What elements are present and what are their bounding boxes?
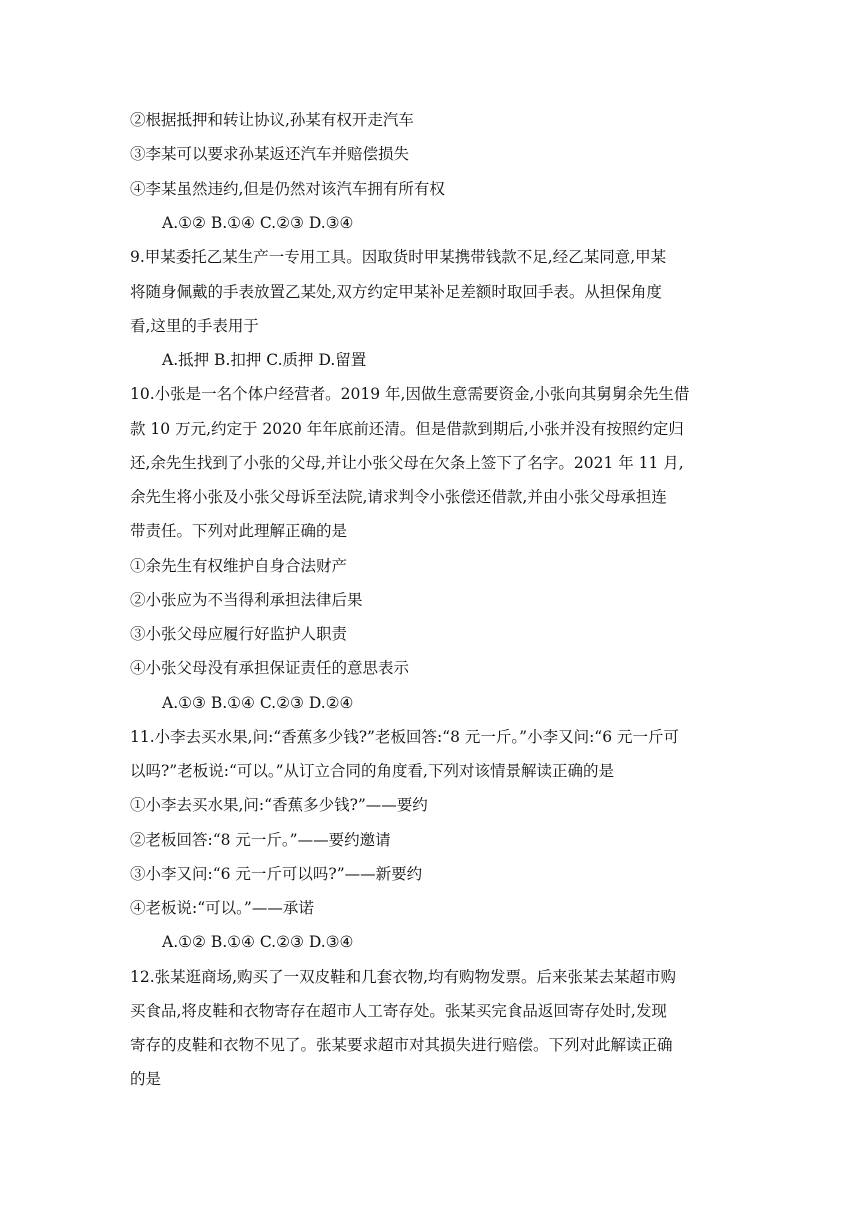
- q9-stem-line-2: 将随身佩戴的手表放置乙某处,双方约定甲某补足差额时取回手表。从担保角度: [130, 283, 662, 301]
- q10-stem-line-5: 带责任。下列对此理解正确的是: [130, 522, 348, 540]
- q11-statement-2: ②老板回答:“8 元一斤。”——要约邀请: [130, 831, 391, 849]
- q10-stem-line-2: 款 10 万元,约定于 2020 年年底前还清。但是借款到期后,小张并没有按照约定归: [130, 420, 684, 438]
- q12-stem-line-4: 的是: [130, 1070, 162, 1088]
- q9-options: A.抵押 B.扣押 C.质押 D.留置: [162, 351, 367, 369]
- q11-statement-4: ④老板说:“可以。”——承诺: [130, 899, 314, 917]
- q12-stem-line-2: 买食品,将皮鞋和衣物寄存在超市人工寄存处。张某买完食品返回寄存处时,发现: [130, 1002, 667, 1020]
- q8-statement-4: ④李某虽然违约,但是仍然对该汽车拥有所有权: [130, 180, 445, 198]
- q9-stem-line-1: 9.甲某委托乙某生产一专用工具。因取货时甲某携带钱款不足,经乙某同意,甲某: [130, 248, 667, 266]
- q10-statement-4: ④小张父母没有承担保证责任的意思表示: [130, 659, 410, 677]
- q11-statement-1: ①小李去买水果,问:“香蕉多少钱?”——要约: [130, 796, 428, 814]
- q10-options: A.①③ B.①④ C.②③ D.②④: [162, 694, 354, 712]
- q10-stem-line-1: 10.小张是一名个体户经营者。2019 年,因做生意需要资金,小张向其舅舅余先生借: [130, 385, 690, 403]
- q11-options: A.①② B.①④ C.②③ D.③④: [162, 933, 354, 951]
- q10-statement-2: ②小张应为不当得利承担法律后果: [130, 591, 363, 609]
- q9-stem-line-3: 看,这里的手表用于: [130, 317, 259, 335]
- q8-statement-2: ②根据抵押和转让协议,孙某有权开走汽车: [130, 111, 414, 129]
- q10-statement-3: ③小张父母应履行好监护人职责: [130, 625, 348, 643]
- q10-statement-1: ①余先生有权维护自身合法财产: [130, 557, 348, 575]
- q10-stem-line-4: 余先生将小张及小张父母诉至法院,请求判令小张偿还借款,并由小张父母承担连: [130, 488, 667, 506]
- q11-stem-line-2: 以吗?”老板说:“可以。”从订立合同的角度看,下列对该情景解读正确的是: [130, 762, 614, 780]
- q12-stem-line-1: 12.张某逛商场,购买了一双皮鞋和几套衣物,均有购物发票。后来张某去某超市购: [130, 968, 677, 986]
- q11-statement-3: ③小李又问:“6 元一斤可以吗?”——新要约: [130, 865, 423, 883]
- q11-stem-line-1: 11.小李去买水果,问:“香蕉多少钱?”老板回答:“8 元一斤。”小李又问:“6 元一斤可: [130, 728, 680, 746]
- q8-options: A.①② B.①④ C.②③ D.③④: [162, 214, 354, 232]
- q12-stem-line-3: 寄存的皮鞋和衣物不见了。张某要求超市对其损失进行赔偿。下列对此解读正确: [130, 1036, 673, 1054]
- q8-statement-3: ③李某可以要求孙某返还汽车并赔偿损失: [130, 145, 410, 163]
- q10-stem-line-3: 还,余先生找到了小张的父母,并让小张父母在欠条上签下了名字。2021 年 11 月,: [130, 454, 684, 472]
